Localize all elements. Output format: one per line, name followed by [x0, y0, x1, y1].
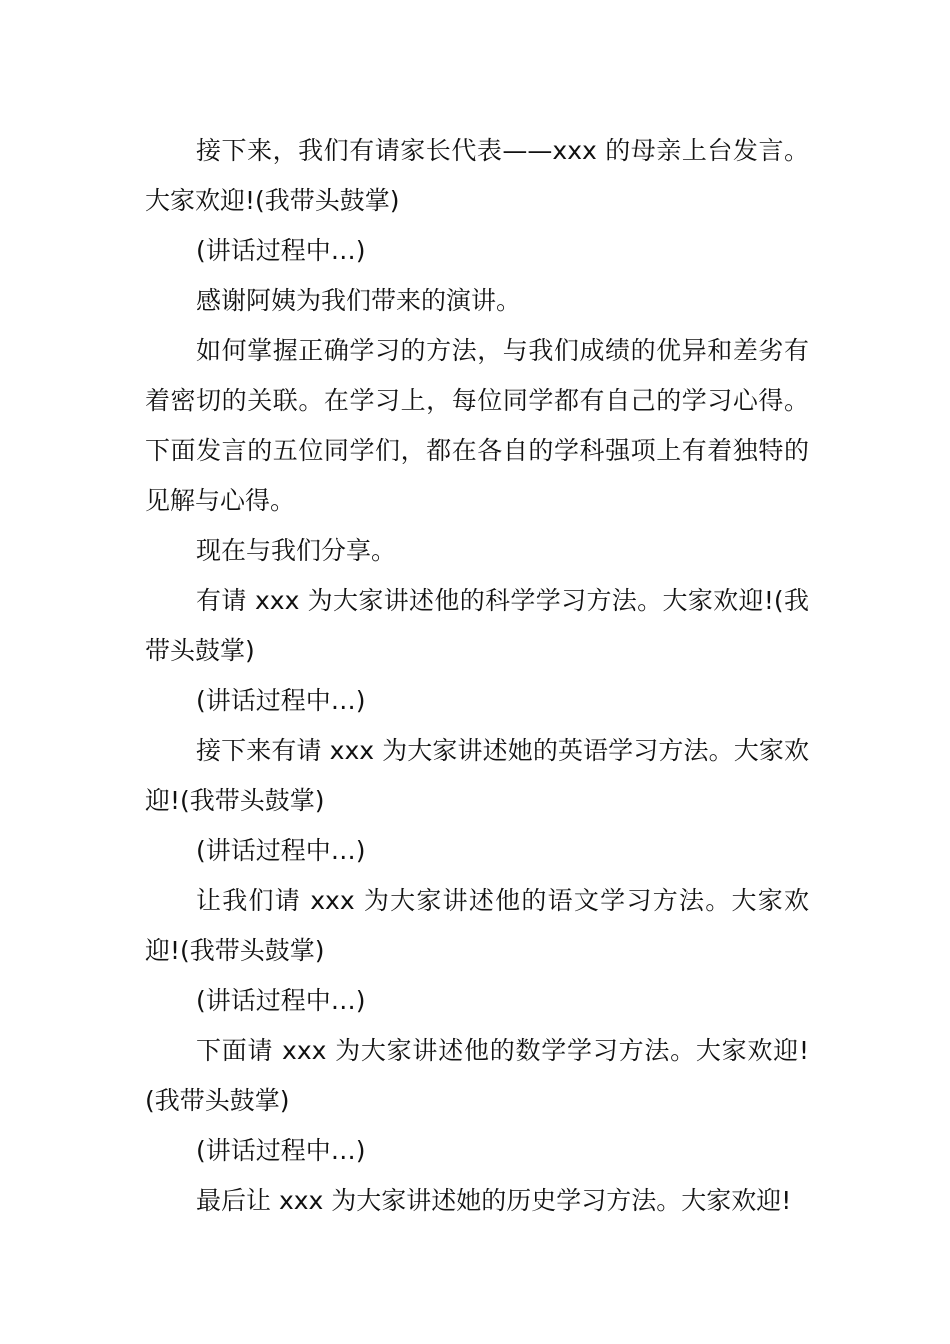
paragraph-chinese: 让我们请 xxx 为大家讲述他的语文学习方法。大家欢迎!(我带头鼓掌): [145, 886, 809, 965]
paragraph-parent-speech: 接下来，我们有请家长代表——xxx 的母亲上台发言。大家欢迎!(我带头鼓掌): [145, 136, 809, 215]
paragraph-speaking-note: (讲话过程中…): [196, 986, 366, 1015]
paragraph-english: 接下来有请 xxx 为大家讲述她的英语学习方法。大家欢迎!(我带头鼓掌): [145, 736, 809, 815]
paragraph-speaking-note: (讲话过程中…): [196, 1136, 366, 1165]
paragraph-science: 有请 xxx 为大家讲述他的科学学习方法。大家欢迎!(我带头鼓掌): [145, 586, 809, 665]
paragraph-thanks: 感谢阿姨为我们带来的演讲。: [196, 286, 522, 315]
paragraph-speaking-note: (讲话过程中…): [196, 686, 366, 715]
paragraph-study-method-intro: 如何掌握正确学习的方法，与我们成绩的优异和差劣有着密切的关联。在学习上，每位同学都有自己的学习心得。下面发言的五位同学们，都在各自的学科强项上有着独特的见解与心得。: [145, 336, 809, 515]
paragraph-share: 现在与我们分享。: [196, 536, 397, 565]
paragraph-speaking-note: (讲话过程中…): [196, 836, 366, 865]
paragraph-history: 最后让 xxx 为大家讲述她的历史学习方法。大家欢迎!: [196, 1186, 792, 1215]
paragraph-math: 下面请 xxx 为大家讲述他的数学学习方法。大家欢迎!(我带头鼓掌): [145, 1036, 809, 1115]
document-body: [145, 126, 809, 1226]
paragraph-speaking-note: (讲话过程中…): [196, 236, 366, 265]
